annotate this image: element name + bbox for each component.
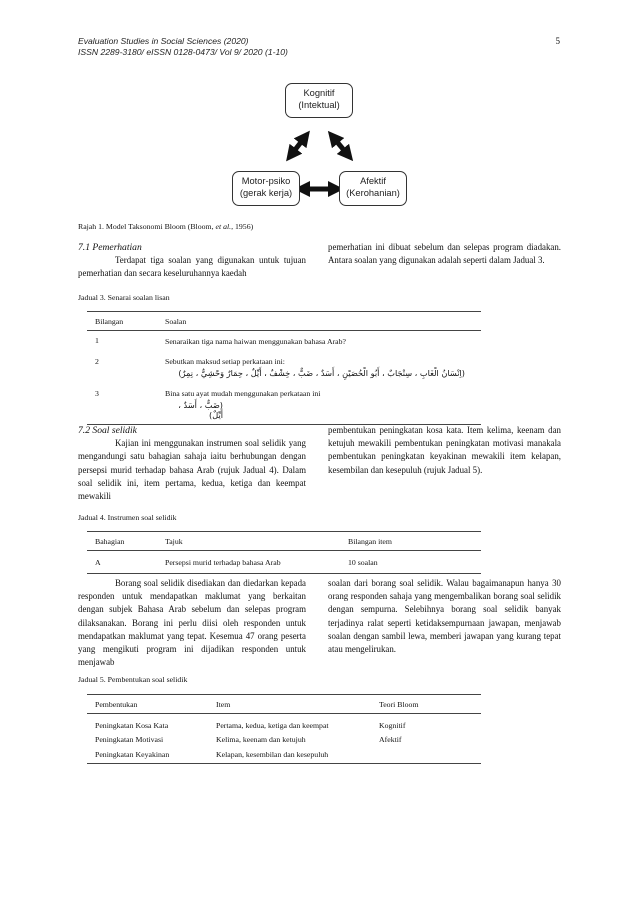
section-7-1-right-text: pemerhatian ini dibuat sebelum dan selepas program diadakan. Antara soalan yang digunakan adalah seperti dalam Jadual 3. (328, 242, 561, 266)
box-motor-psiko (232, 171, 300, 206)
box-motor-psiko-line2: (gerak kerja) (239, 187, 293, 198)
paragraph3-right-text: soalan dari borang soal selidik. Walau bagaimanapun hanya 30 orang responden sahaja yang mengembalikan borang soal selidik dengan sempurna. Selebihnya borang soal selidik banyak terjadinya ralat seperti ketidaksempurnaan jawapan, menjawab soalan dengan sambil lewa, memberi jawapan yang kurang tepat atau mengelirukan. (328, 578, 561, 655)
table3 (87, 311, 481, 425)
arrow-cognitive-to-motor (291, 137, 305, 155)
journal-issn: ISSN 2289-3180/ eISSN 0128-0473/ Vol 9/ 2020 (1-10) (78, 47, 288, 57)
bloom-taxonomy-diagram (0, 0, 638, 230)
box-afektif-line2: (Kerohanian) (346, 187, 400, 198)
table-row: 2 Sebutkan maksud setiap perkataan ini: (اِنْسَانُ الْغَابِ ، سِنْجَابٌ ، أَبُو الْحُصَيْنِ ، أَسَدٌ ، ضَبٌّ ، خِشْفٌ ، أَيِّلٌ ، حِمَارٌ وَحْشِيٌّ ، نِمِرٌ) (95, 357, 465, 378)
table-row: A Persepsi murid terhadap bahasa Arab 10 soalan (87, 551, 481, 574)
section-7-2-left (78, 424, 306, 503)
figure-caption: Rajah 1. Model Taksonomi Bloom (Bloom, et al., 1956) (78, 222, 254, 231)
box-kognitif-line2: (Intektual) (298, 99, 340, 110)
section-7-1-left-text: Terdapat tiga soalan yang digunakan untuk tujuan pemerhatian dan secara keseluruhannya kaedah (78, 255, 306, 279)
section-7-2-heading: 7.2 Soal selidik (78, 425, 137, 436)
table3-header-bilangan: Bilangan (87, 312, 157, 331)
table3-title: Jadual 3. Senarai soalan lisan (78, 293, 170, 302)
box-kognitif-line1: Kognitif (303, 88, 335, 98)
table-row: Peningkatan Kosa Kata Pertama, kedua, ketiga dan keempat Kognitif (95, 720, 406, 730)
table5 (87, 694, 481, 764)
table-row: Peningkatan Keyakinan Kelapan, kesembilan dan kesepuluh (87, 746, 481, 764)
table-row: 1 Senaraikan tiga nama haiwan menggunakan bahasa Arab? (95, 336, 346, 346)
table5-header-row: Pembentukan Item Teori Bloom (87, 695, 481, 714)
box-kognitif (285, 83, 353, 118)
section-7-2-right-text: pembentukan peningkatan kosa kata. Item kelima, keenam dan ketujuh mewakili pembentukan peningkatan motivasi manakala pembentukan peningkatan keyakinan mewakili item kelapan, kesembilan dan kesepuluh (rujuk Jadual 5). (328, 425, 561, 475)
page-number: 5 (555, 36, 560, 46)
table3-header-row (87, 312, 481, 331)
table4-title: Jadual 4. Instrumen soal selidik (78, 513, 177, 522)
box-afektif (339, 171, 407, 206)
table3-header-soalan: Soalan (157, 312, 481, 331)
table-row: Peningkatan Motivasi Kelima, keenam dan ketujuh Afektif (95, 734, 402, 744)
box-motor-psiko-line1: Motor-psiko (241, 176, 291, 186)
table-row: 3 Bina satu ayat mudah menggunakan perkataan ini (ضَبٌّ ، أَسَدٌ ، أَيِّلٌ) (87, 385, 481, 425)
arabic-words: (ضَبٌّ ، أَسَدٌ ، أَيِّلٌ) (178, 400, 223, 420)
journal-title: Evaluation Studies in Social Sciences (2020) (78, 36, 249, 46)
table5-title: Jadual 5. Pembentukan soal selidik (78, 675, 188, 684)
arrow-cognitive-to-affective (333, 137, 348, 155)
arabic-words: (اِنْسَانُ الْغَابِ ، سِنْجَابٌ ، أَبُو الْحُصَيْنِ ، أَسَدٌ ، ضَبٌّ ، خِشْفٌ ، أَيِّلٌ ، حِمَارٌ وَحْشِيٌّ ، نِمِرٌ) (178, 368, 465, 378)
box-afektif-line1: Afektif (360, 176, 386, 186)
table4 (87, 531, 481, 574)
section-7-1-left (78, 241, 306, 281)
table4-header-row: Bahagian Tajuk Bilangan item (87, 532, 481, 551)
section-7-1-heading: 7.1 Pemerhatian (78, 242, 142, 253)
paragraph3-left-text: Borang soal selidik disediakan dan diedarkan kepada responden untuk mendapatkan maklumat yang berkaitan dengan subjek Bahasa Arab sebelum dan selepas program dilaksanakan. Borang ini perlu diisi oleh responden untuk mendapatkan maklumat yang tepat. Kesemua 47 orang peserta yang mengikuti program ini dijadikan responden untuk menjawab (78, 578, 306, 668)
section-7-2-left-text: Kajian ini menggunakan instrumen soal selidik yang mengandungi satu bahagian sahaja iaitu berhubungan dengan persepsi murid terhadap bahasa Arab (rujuk Jadual 4). Dalam soal selidik ini, item pertama, kedua, ketiga dan keempat mewakili (78, 438, 306, 502)
